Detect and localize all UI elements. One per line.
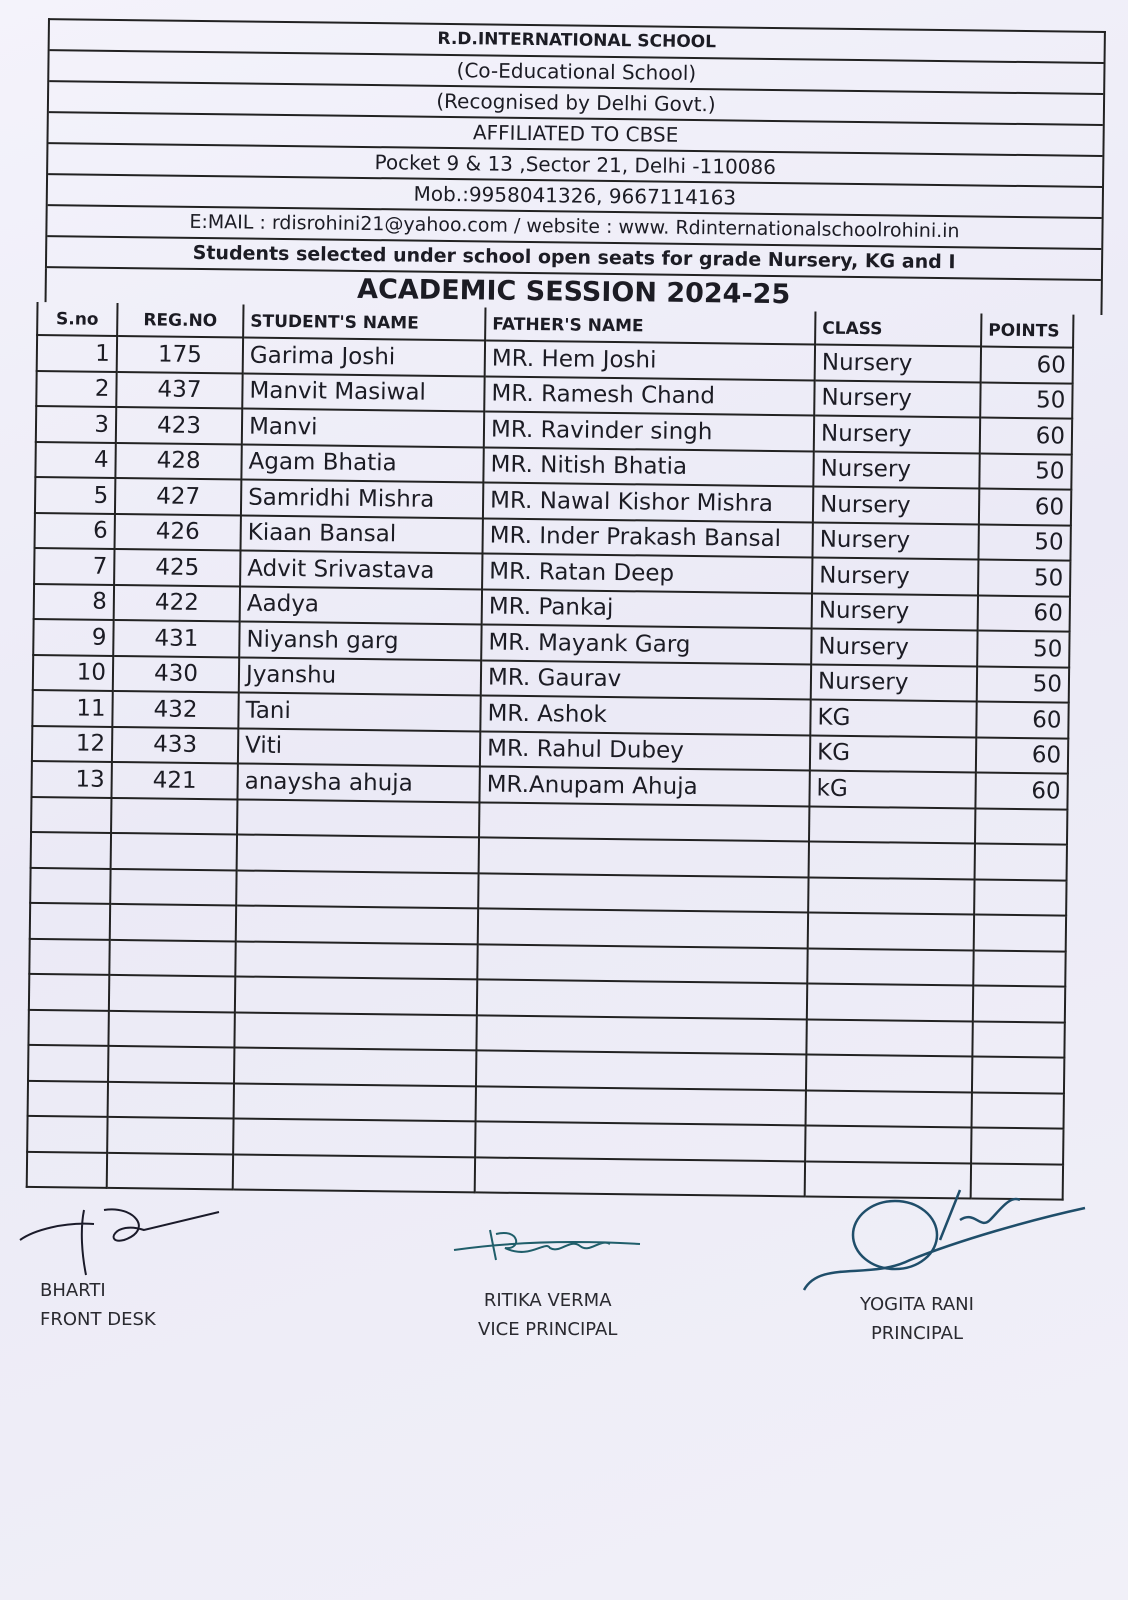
school-name: R.D.INTERNATIONAL SCHOOL: [50, 20, 1104, 64]
cell-regno: 421: [111, 762, 237, 799]
empty-cell: [27, 1151, 107, 1187]
cell-points: 60: [980, 418, 1072, 455]
cell-father-name: MR. Rahul Dubey: [480, 731, 810, 771]
empty-cell: [478, 873, 808, 913]
affiliation: AFFILIATED TO CBSE: [48, 113, 1102, 157]
empty-cell: [805, 1125, 971, 1163]
signature-yogita-mark: [800, 1180, 1090, 1300]
cell-student-name: Manvi: [242, 408, 484, 446]
col-student-name: STUDENT'S NAME: [243, 305, 485, 341]
cell-sno: 8: [34, 583, 114, 619]
signature-block-yogita: [860, 1290, 974, 1348]
letterhead: [45, 18, 1106, 281]
signatory-role: PRINCIPAL: [870, 1323, 963, 1344]
empty-cell: [975, 808, 1067, 845]
empty-cell: [475, 1157, 805, 1197]
empty-cell: [973, 985, 1065, 1022]
cell-student-name: Manvit Masiwal: [242, 373, 484, 411]
cell-sno: 9: [33, 619, 113, 655]
empty-cell: [972, 1021, 1064, 1058]
empty-cell: [237, 834, 479, 872]
cell-sno: 1: [37, 335, 117, 371]
cell-father-name: MR. Gaurav: [481, 660, 811, 700]
cell-regno: 437: [116, 371, 242, 408]
empty-cell: [235, 941, 477, 979]
signature-ritika-mark: [450, 1220, 650, 1280]
cell-class: Nursery: [812, 557, 978, 595]
cell-points: 50: [980, 382, 1072, 419]
cell-class: Nursery: [813, 486, 979, 524]
empty-cell: [109, 939, 235, 976]
col-father-name: FATHER'S NAME: [485, 307, 815, 344]
empty-cell: [107, 1117, 233, 1154]
cell-sno: 3: [36, 406, 116, 442]
empty-cell: [971, 1127, 1063, 1164]
col-regno: REG.NO: [117, 303, 243, 338]
empty-cell: [809, 806, 975, 844]
cell-class: KG: [810, 699, 976, 737]
empty-cell: [807, 948, 973, 986]
cell-class: Nursery: [814, 380, 980, 418]
cell-father-name: MR. Ratan Deep: [482, 553, 812, 593]
cell-sno: 4: [35, 441, 115, 477]
cell-student-name: Jyanshu: [239, 657, 481, 695]
empty-cell: [108, 1081, 234, 1118]
empty-cell: [31, 796, 111, 832]
empty-cell: [233, 1118, 475, 1156]
cell-student-name: Aadya: [240, 586, 482, 624]
cell-sno: 6: [35, 512, 115, 548]
empty-cell: [477, 944, 807, 984]
signatory-role: VICE PRINCIPAL: [478, 1319, 618, 1340]
empty-cell: [107, 1152, 233, 1189]
cell-father-name: MR. Nawal Kishor Mishra: [483, 482, 813, 522]
cell-class: Nursery: [811, 628, 977, 666]
signatory-role: FRONT DESK: [40, 1309, 156, 1330]
cell-father-name: MR. Ramesh Chand: [484, 376, 814, 416]
cell-regno: 422: [114, 584, 240, 621]
cell-class: kG: [809, 770, 975, 808]
empty-cell: [29, 938, 109, 974]
recognition: (Recognised by Delhi Govt.): [49, 82, 1103, 126]
empty-cell: [475, 1121, 805, 1161]
empty-cell: [972, 1092, 1064, 1129]
cell-regno: 428: [115, 442, 241, 479]
empty-cell: [806, 1054, 972, 1092]
signatory-name: BHARTI: [40, 1280, 106, 1301]
empty-cell: [31, 832, 111, 868]
cell-sno: 7: [34, 548, 114, 584]
subtitle: Students selected under school open seats for grade Nursery, KG and I: [47, 237, 1101, 281]
empty-cell: [477, 979, 807, 1019]
cell-student-name: Agam Bhatia: [241, 444, 483, 482]
empty-cell: [479, 837, 809, 877]
empty-cell: [807, 983, 973, 1021]
cell-points: 50: [978, 560, 1070, 597]
empty-cell: [233, 1154, 475, 1192]
cell-sno: 12: [32, 725, 112, 761]
empty-cell: [808, 912, 974, 950]
empty-cell: [28, 1080, 108, 1116]
empty-cell: [111, 797, 237, 834]
cell-regno: 175: [117, 336, 243, 373]
phone: Mob.:9958041326, 9667114163: [48, 175, 1102, 219]
cell-father-name: MR. Nitish Bhatia: [483, 447, 813, 487]
empty-cell: [806, 1090, 972, 1128]
cell-regno: 426: [115, 513, 241, 550]
empty-cell: [28, 1009, 108, 1045]
cell-student-name: Kiaan Bansal: [241, 515, 483, 553]
address: Pocket 9 & 13 ,Sector 21, Delhi -110086: [48, 144, 1102, 188]
empty-cell: [806, 1019, 972, 1057]
col-sno: S.no: [37, 302, 117, 336]
empty-cell: [973, 950, 1065, 987]
cell-points: 60: [976, 737, 1068, 774]
document: [26, 18, 1102, 1201]
empty-cell: [479, 802, 809, 842]
empty-cell: [972, 1056, 1064, 1093]
empty-cell: [28, 1045, 108, 1081]
cell-points: 60: [976, 701, 1068, 738]
cell-points: 50: [978, 524, 1070, 561]
signatory-name: YOGITA RANI: [860, 1294, 974, 1315]
empty-cell: [809, 841, 975, 879]
cell-student-name: anaysha ahuja: [237, 763, 479, 801]
cell-father-name: MR. Mayank Garg: [481, 624, 811, 664]
empty-cell: [109, 975, 235, 1012]
empty-cell: [476, 1015, 806, 1055]
cell-class: Nursery: [813, 451, 979, 489]
cell-points: 50: [977, 666, 1069, 703]
empty-cell: [110, 868, 236, 905]
cell-regno: 433: [112, 726, 238, 763]
empty-cell: [29, 974, 109, 1010]
empty-cell: [234, 1083, 476, 1121]
empty-cell: [476, 1086, 806, 1126]
cell-regno: 427: [115, 478, 241, 515]
cell-father-name: MR. Inder Prakash Bansal: [482, 518, 812, 558]
empty-cell: [234, 1047, 476, 1085]
empty-cell: [476, 1050, 806, 1090]
cell-class: Nursery: [812, 522, 978, 560]
empty-cell: [975, 843, 1067, 880]
cell-class: KG: [810, 735, 976, 773]
empty-cell: [808, 877, 974, 915]
cell-student-name: Samridhi Mishra: [241, 479, 483, 517]
empty-cell: [108, 1010, 234, 1047]
cell-points: 50: [979, 453, 1071, 490]
cell-father-name: MR. Pankaj: [482, 589, 812, 629]
cell-points: 60: [979, 489, 1071, 526]
cell-sno: 2: [36, 370, 116, 406]
cell-father-name: MR.Anupam Ahuja: [479, 766, 809, 806]
empty-cell: [478, 908, 808, 948]
cell-sno: 13: [31, 761, 111, 797]
cell-sno: 11: [32, 690, 112, 726]
cell-class: Nursery: [811, 664, 977, 702]
cell-sno: 5: [35, 477, 115, 513]
contact: E:MAIL : rdisrohini21@yahoo.com / website : www. Rdinternationalschoolrohini.in: [47, 206, 1101, 250]
empty-cell: [110, 904, 236, 941]
signature-block-ritika: [478, 1286, 617, 1344]
cell-points: 60: [975, 772, 1067, 809]
empty-cell: [234, 1012, 476, 1050]
col-class: CLASS: [815, 311, 981, 346]
empty-cell: [974, 914, 1066, 951]
cell-class: Nursery: [815, 344, 981, 382]
empty-cell: [237, 799, 479, 837]
empty-cell: [111, 833, 237, 870]
empty-cell: [974, 879, 1066, 916]
empty-cell: [108, 1046, 234, 1083]
school-type: (Co-Educational School): [49, 51, 1103, 95]
cell-regno: 430: [113, 655, 239, 692]
empty-cell: [30, 903, 110, 939]
cell-points: 60: [978, 595, 1070, 632]
empty-cell: [236, 870, 478, 908]
session-title: ACADEMIC SESSION 2024-25: [45, 268, 1103, 315]
cell-father-name: MR. Ravinder singh: [484, 411, 814, 451]
cell-student-name: Garima Joshi: [243, 338, 485, 376]
signatory-name: RITIKA VERMA: [483, 1290, 612, 1311]
cell-sno: 10: [33, 654, 113, 690]
selection-table: [26, 302, 1075, 1201]
cell-father-name: MR. Hem Joshi: [485, 340, 815, 380]
cell-student-name: Advit Srivastava: [240, 550, 482, 588]
cell-regno: 425: [114, 549, 240, 586]
empty-cell: [30, 867, 110, 903]
cell-student-name: Tani: [238, 692, 480, 730]
empty-cell: [235, 976, 477, 1014]
cell-points: 50: [977, 631, 1069, 668]
empty-cell: [27, 1116, 107, 1152]
cell-student-name: Viti: [238, 728, 480, 766]
signature-bharti-mark: [14, 1200, 234, 1280]
empty-cell: [236, 905, 478, 943]
cell-student-name: Niyansh garg: [239, 621, 481, 659]
signature-block-bharti: [40, 1276, 156, 1334]
cell-regno: 431: [113, 620, 239, 657]
col-points: POINTS: [981, 314, 1073, 348]
cell-father-name: MR. Ashok: [480, 695, 810, 735]
cell-points: 60: [981, 347, 1073, 384]
cell-regno: 423: [116, 407, 242, 444]
cell-class: Nursery: [812, 593, 978, 631]
cell-regno: 432: [112, 691, 238, 728]
cell-class: Nursery: [814, 415, 980, 453]
